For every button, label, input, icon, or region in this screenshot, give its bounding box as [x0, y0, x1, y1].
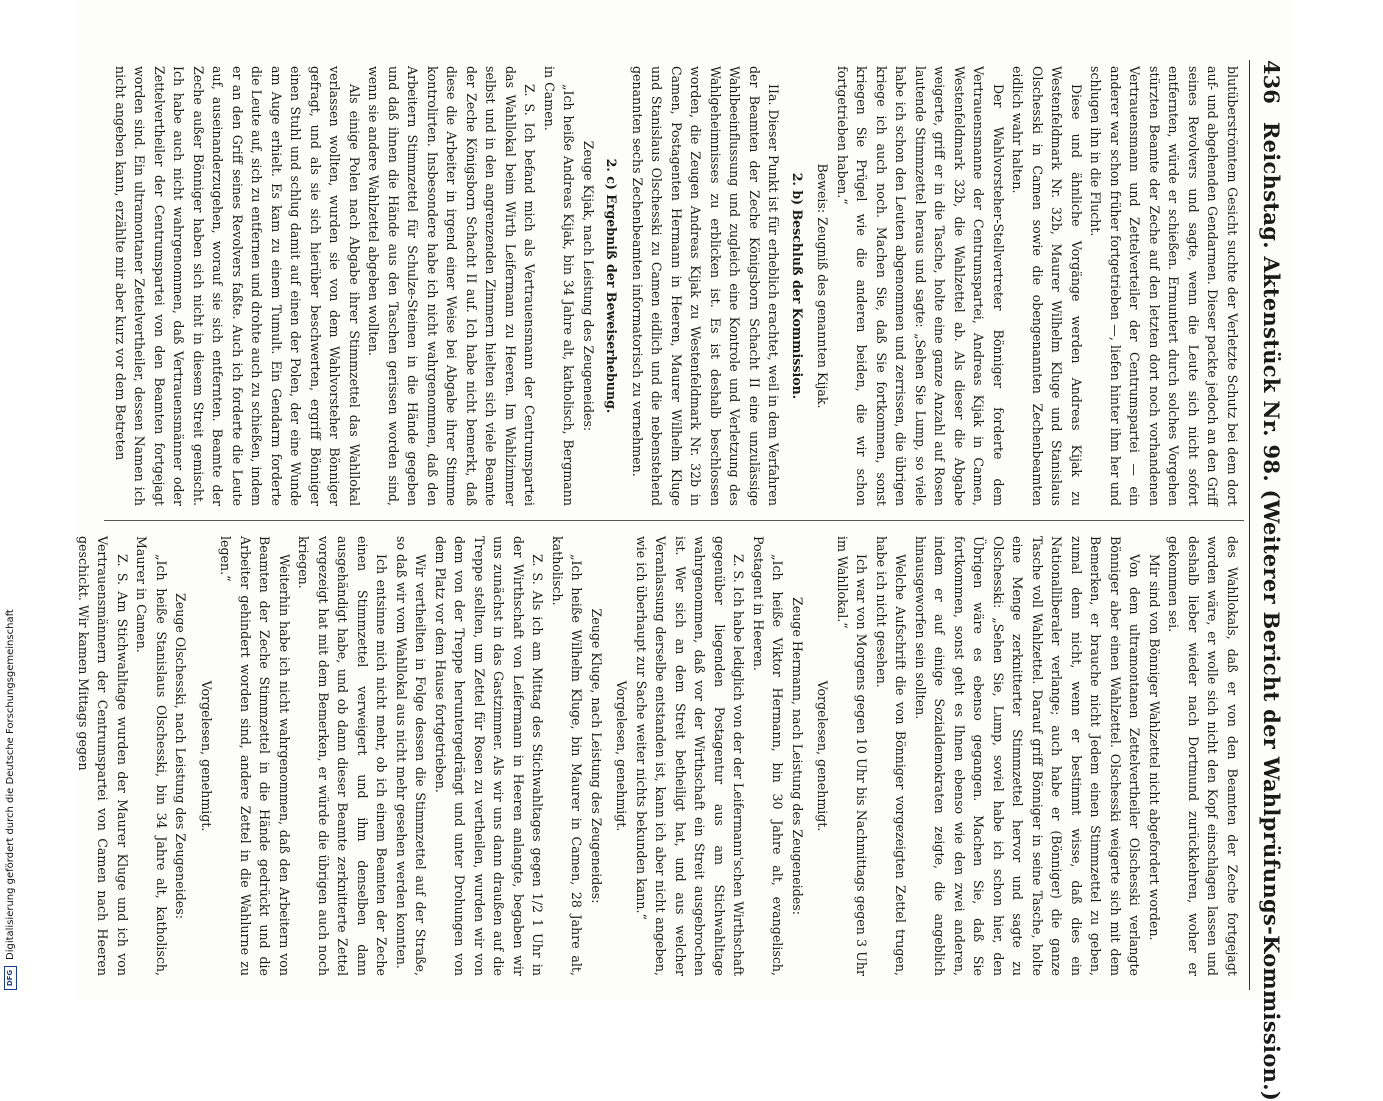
paragraph: Weiterhin habe ich nicht wahrgenommen, daß den Arbeitern von Beamten der Zeche Stimmzettel in die Hände gedrückt und die Arbeiter gehindert worden sind, andere Zettel in die Wahlurne zu legen.“	[218, 536, 292, 976]
header-rule	[1249, 60, 1250, 990]
page-number: 436	[1259, 60, 1284, 104]
left-column	[102, 66, 1242, 506]
funding-notice	[4, 609, 17, 990]
paragraph: „Ich heiße Wilhelm Kluge, bin Maurer in Camen, 28 Jahre alt, katholisch.	[550, 536, 585, 976]
paragraph: Ich entsinne mich nicht mehr, ob ich einem Beamten der Zeche einen Stimmzettel verweigert und ihm denselben dann ausgehändigt habe, und ob dann dieser Beamte zerknitterte Zettel vorgezeigt hat mit dem Bemerken, er würde die übrigen auch noch kriegen.	[296, 536, 390, 976]
paragraph: Z. S. Ich habe lediglich von der der Leifermann'schen Wirthschaft gegenüber liegenden Postagentur aus am Stichwahltage wahrgenommen, daß vor der Wirthschaft ein Streit ausgebrochen ist. Wer sich an dem Streit betheiligt hat, und aus welcher Veranlassung derselbe entstanden ist, kann ich aber nicht angeben, wie ich überhaupt zur Sache weiter nichts bekunden kann.“	[634, 536, 747, 976]
section-heading-c: 2. c) Ergebniß der Beweiserhebung.	[604, 158, 620, 414]
paragraph: Diese und ähnliche Vorgänge werden Andreas Kijak zu Westenfeldmark Nr. 32b, Maurer Wilhelm Kluge und Stanislaus Olschesski in Camen sowie die obengenannten Zechenbeamten eidlich wahr halten.	[1010, 66, 1084, 506]
dfg-logo: DFG	[4, 966, 17, 990]
paragraph: Z. S. Am Stichwahltage wurden der Maurer Kluge und ich von Vertrauensmännern der Centrumspartei von Camen nach Heeren geschickt. Wir kamen Mittags gegen	[76, 536, 130, 976]
footer-bar	[0, 0, 26, 1000]
paragraph: „Ich heiße Andreas Kijak, bin 34 Jahre alt, katholisch, Bergmann in Camen.	[542, 66, 577, 506]
paragraph: „Ich heiße Stanislaus Olschesski, bin 34 Jahre alt, katholisch, Maurer in Camen.	[134, 536, 169, 976]
paragraph: Als einige Polen nach Abgabe ihrer Stimmzettel das Wahllokal verlassen wollten, wurden sie von dem Wahlvorsteher Bönniger gefragt, und als sie sich hierüber beschwerten, ergriff Bönniger einen Stuhl und schlug damit auf einen der Polen, der eine Wunde am Auge erhielt. Es kam zu einem Tumult. Ein Gendarm forderte die Leute auf, sich zu entfernen und drohte auch zu schießen, indem er an den Griff seines Revolvers faßte. Auch ich forderte die Leute auf, auseinanderzugehen, worauf sie sich entfernten. Beamte der Zeche außer Bönniger haben sich nicht in diesem Streit gemischt. Ich habe auch nicht wahrgenommen, daß Vertrauensmänner oder Zettelvertheiler der Centrumspartei von den Beamten fortgejagt worden sind. Ein ultramontaner Zettelvertheiler, dessen Namen ich nicht angeben kann, erzählte mir aber kurz vor dem Betreten	[113, 66, 362, 506]
paragraph: Ich war von Morgens gegen 10 Uhr bis Nachmittags gegen 3 Uhr im Wahllokal.“	[835, 536, 870, 976]
paragraph: blutüberströmtem Gesicht suchte der Verletzte Schutz bei dem dort auf- und abgehenden Gendarmen. Dieser packte jedoch an den Griff seines Revolvers und sagte, wenn die Leute sich nicht sofort entfernten, würde er schießen. Ermuntert durch solches Vorgehen stürzten Beamte der Zeche auf den letzten dort noch vorhandenen Vertrauensmann und Zettelverteiler der Centrumspartei — ein anderer war schon früher fortgetrieben —, liefen hinter ihm her und schlugen ihn in die Flucht.	[1088, 66, 1240, 506]
paragraph: Wir vertheilten in Folge dessen die Stimmzettel auf der Straße, so daß wir vom Wahllokal aus nicht mehr gesehen werden konnten.	[394, 536, 429, 976]
witness-intro: Zeuge Olschesski, nach Leistung des Zeugeneides:	[173, 593, 189, 919]
paragraph: IIa. Dieser Punkt ist für erheblich erachtet, weil in dem Verfahren der Beamten der Zeche Königsborn Schacht II eine unzulässige Wahlbeeinflussung und zugleich eine Kontrole und Verletzung des Wahlgeheimnisses zu erblicken ist. Es ist deshalb beschlossen worden, die Zeugen Andreas Kijak zu Westenfeldmark Nr. 32b in Camen, Postagenten Hermann in Heeren, Maurer Wilhelm Kluge und Stanislaus Olschesski zu Camen eidlich und die nebenstehend genannten sechs Zechenbeamten informatorisch zu vernehmen.	[630, 66, 782, 506]
document-page	[76, 0, 1290, 1101]
read-approved: Vorgelesen, genehmigt.	[199, 680, 214, 832]
paragraph: Welche Aufschrift die von Bönniger vorgezeigten Zettel trugen, habe ich nicht gesehen.	[874, 536, 909, 976]
page-header	[1254, 60, 1284, 1101]
paragraph: „Ich heiße Viktor Hermann, bin 30 Jahre alt, evangelisch, Postagent in Heeren.	[751, 536, 786, 976]
paragraph: Z. S. Als ich am Mittag des Stichwahltages gegen 1/2 1 Uhr in der Wirthschaft von Leifermann in Heeren anlangte, begaben wir uns zunächst in das Gastzimmer. Als wir uns dann draußen auf die Treppe stellten, um Zettel für Rosen zu vertheilen, wurden wir von dem von der Treppe heruntergedrängt und unter Drohungen von dem Platz vor dem Hause fortgetrieben.	[433, 536, 546, 976]
witness-intro: Zeuge Kluge, nach Leistung des Zeugeneides:	[589, 608, 604, 904]
paragraph: des Wahllokals, daß er von den Beamten der Zeche fortgejagt worden wäre, er wolle sich nicht den Kopf einschlagen lassen und deshalb lieber wieder nach Dortmund zurückkehren, woher er gekommen sei.	[1166, 536, 1240, 976]
evidence-line: Beweis: Zeugniß des genannten Kijak.	[815, 163, 831, 409]
read-approved: Vorgelesen, genehmigt.	[815, 680, 831, 832]
page-title: Reichstag. Aktenstück Nr. 98. (Weiterer Bericht der Wahlprüfungs-Kommission.)	[1259, 121, 1284, 1101]
paragraph: Mir sind von Bönniger Wahlzettel nicht abgefordert worden.	[1147, 554, 1162, 941]
paragraph: Z. S. Ich befand mich als Vertrauensmann der Centrumspartei das Wahllokal beim Wirth Leifermann zu Heeren. Im Wahlzimmer selbst und in den angrenzenden Zimmern hielten sich viele Beamte der Zeche Königsborn Schacht II auf. Ich habe nicht bemerkt, daß diese die Arbeiter in irgend einer Weise bei Abgabe ihrer Stimme kontrolirten. Insbesondere habe ich nicht wahrgenommen, daß den Arbeitern Stimmzettel für Schulze-Steinen in die Hände gegeben und daß ihnen die Hände aus den Taschen gerissen worden sind, wenn sie andere Wahlzettel abgeben wollten.	[366, 66, 538, 506]
witness-intro: Zeuge Kijak, nach Leistung des Zeugeneides:	[581, 140, 596, 432]
funding-text: Digitalisierung gefördert durch die Deutsche Forschungsgemeinschaft	[5, 609, 16, 960]
right-column	[76, 536, 1242, 976]
section-heading-b: 2. b) Beschluß der Kommission.	[790, 172, 805, 400]
paragraph: Von dem ultramontanen Zettelvertheiler Olschesski verlangte Bönniger aber einen Wahlzettel. Olschesski weigerte sich mit dem Bemerken, er brauche nicht Jedem einen Stimmzettel zu geben, zumal denn nicht, wenn er bestimmt wisse, daß dies ein Nationalliberaler verlange; auch habe er (Bönniger) die ganze Tasche voll Wahlzettel. Darauf griff Bönniger in seine Tasche, holte eine Menge zerknitterter Stimmzettel hervor und sagte zu Olschesski: „Sehen Sie, Lump, soviel habe ich schon hier, den Übrigen wäre es ebenso gegangen. Machen Sie, daß Sie fortkommen, sonst geht es Ihnen ebenso wie den zwei anderen, indem er auf einige Sozialdemokraten zeigte, die angeblich hinausgeworfen sein sollten.	[913, 536, 1143, 976]
paragraph: Der Wahlvorsteher-Stellvertreter Bönniger forderte dem Vertrauensmanne der Centrumspartei, Andreas Kijak in Camen, Westenfeldmark 32b, die Wahlzettel ab. Als dieser die Abgabe weigerte, griff er in die Tasche, holte eine ganze Anzahl auf Rosen lautende Stimmzettel heraus und sagte: „Sehen Sie Lump, so viele habe ich schon den Leuten abgenommen und zerrissen, die übrigen kriege ich auch noch. Machen Sie, daß Sie fortkommen, sonst kriegen Sie Prügel wie die anderen beiden, die wir schon fortgetrieben haben.“	[835, 66, 1006, 506]
read-approved: Vorgelesen, genehmigt.	[614, 680, 630, 832]
column-divider	[104, 520, 1244, 521]
witness-intro: Zeuge Hermann, nach Leistung des Zeugeneides:	[790, 596, 805, 916]
